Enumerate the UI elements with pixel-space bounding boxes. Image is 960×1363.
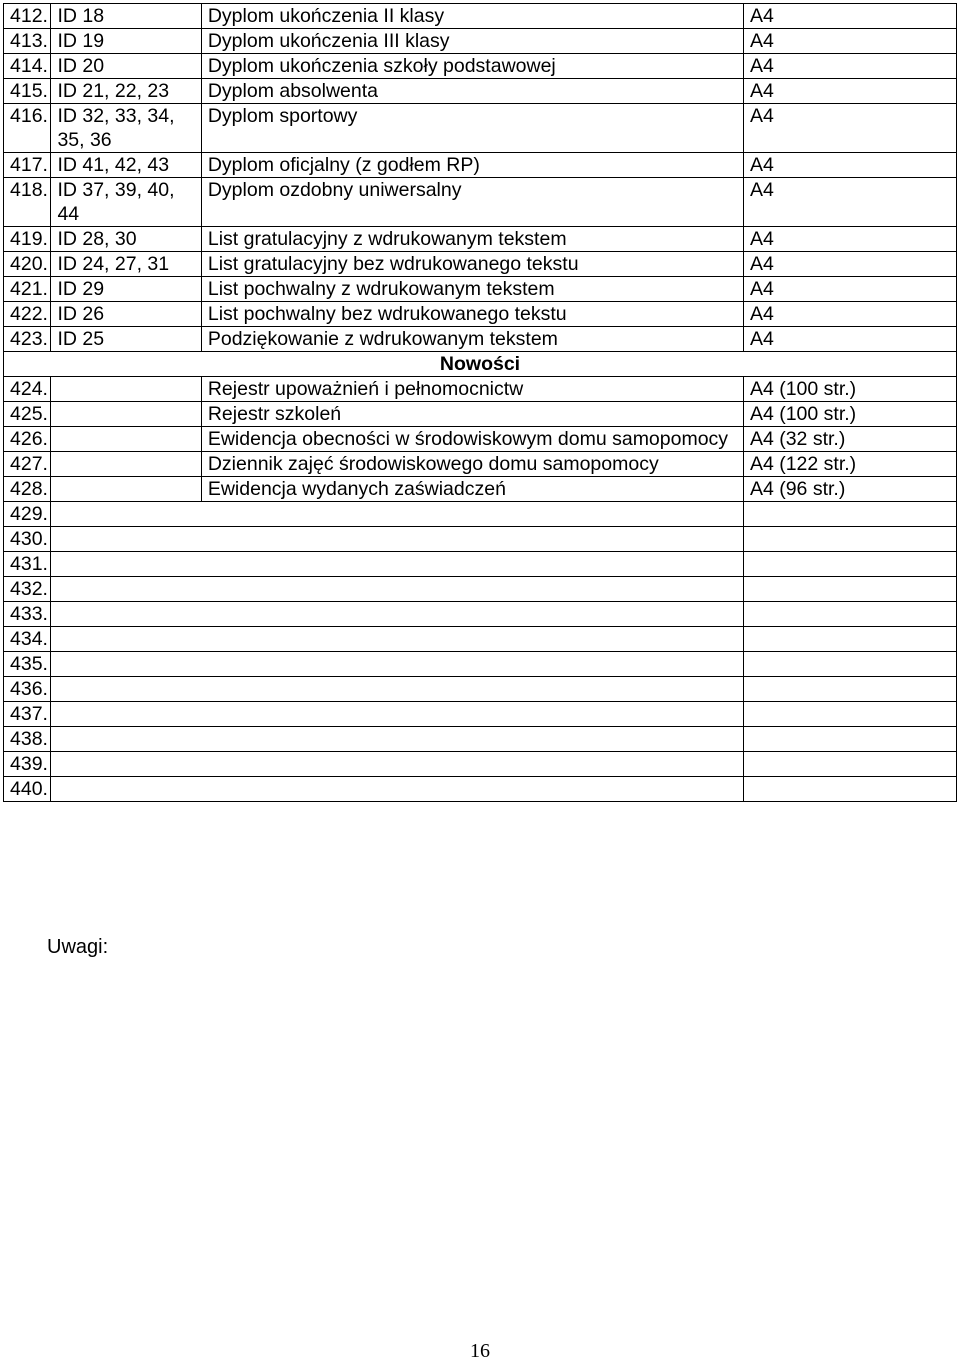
product-format: A4 (122 str.) [743, 452, 956, 477]
empty-row [4, 577, 957, 602]
product-id: ID 29 [51, 277, 201, 302]
product-name: Dyplom ukończenia szkoły podstawowej [201, 54, 743, 79]
product-id [51, 402, 201, 427]
section-title: Nowości [4, 352, 957, 377]
table-row [4, 277, 957, 302]
empty-cell [51, 702, 744, 727]
empty-row [4, 602, 957, 627]
row-number: 432. [4, 577, 51, 602]
empty-cell [743, 527, 956, 552]
product-id [51, 452, 201, 477]
row-number: 416. [4, 104, 51, 153]
row-number: 422. [4, 302, 51, 327]
empty-row [4, 777, 957, 802]
product-name: Dyplom ukończenia II klasy [201, 4, 743, 29]
empty-cell [51, 777, 744, 802]
empty-row [4, 552, 957, 577]
row-number: 431. [4, 552, 51, 577]
empty-cell [51, 577, 744, 602]
product-format: A4 [743, 302, 956, 327]
product-id: ID 32, 33, 34, 35, 36 [51, 104, 201, 153]
table-row [4, 452, 957, 477]
page-number: 16 [470, 1340, 490, 1362]
row-number: 426. [4, 427, 51, 452]
empty-cell [51, 552, 744, 577]
product-id: ID 25 [51, 327, 201, 352]
product-format: A4 [743, 153, 956, 178]
row-number: 438. [4, 727, 51, 752]
table-row [4, 4, 957, 29]
product-id: ID 20 [51, 54, 201, 79]
row-number: 417. [4, 153, 51, 178]
row-number: 413. [4, 29, 51, 54]
product-name: Dyplom ukończenia III klasy [201, 29, 743, 54]
row-number: 434. [4, 627, 51, 652]
table-row [4, 402, 957, 427]
empty-row [4, 752, 957, 777]
product-id [51, 427, 201, 452]
row-number: 418. [4, 178, 51, 227]
empty-cell [51, 677, 744, 702]
empty-row [4, 677, 957, 702]
product-name: Dyplom sportowy [201, 104, 743, 153]
product-format: A4 [743, 4, 956, 29]
row-number: 433. [4, 602, 51, 627]
product-name: List pochwalny bez wdrukowanego tekstu [201, 302, 743, 327]
remarks-label: Uwagi: [47, 936, 109, 958]
empty-cell [51, 602, 744, 627]
empty-cell [51, 502, 744, 527]
product-format: A4 (100 str.) [743, 402, 956, 427]
product-id [51, 477, 201, 502]
product-name: Podziękowanie z wdrukowanym tekstem [201, 327, 743, 352]
empty-cell [743, 777, 956, 802]
empty-cell [743, 502, 956, 527]
empty-row [4, 502, 957, 527]
table-body [4, 4, 957, 802]
empty-cell [51, 727, 744, 752]
table-row [4, 29, 957, 54]
table-row [4, 54, 957, 79]
table-row [4, 227, 957, 252]
empty-cell [743, 552, 956, 577]
empty-cell [743, 577, 956, 602]
row-number: 424. [4, 377, 51, 402]
product-name: Dyplom oficjalny (z godłem RP) [201, 153, 743, 178]
product-id: ID 19 [51, 29, 201, 54]
product-id: ID 21, 22, 23 [51, 79, 201, 104]
product-format: A4 (100 str.) [743, 377, 956, 402]
product-name: Rejestr szkoleń [201, 402, 743, 427]
row-number: 437. [4, 702, 51, 727]
row-number: 427. [4, 452, 51, 477]
row-number: 428. [4, 477, 51, 502]
empty-row [4, 727, 957, 752]
table-row [4, 377, 957, 402]
table-row [4, 178, 957, 227]
empty-row [4, 627, 957, 652]
product-name: Ewidencja obecności w środowiskowym domu samopomocy [201, 427, 743, 452]
row-number: 436. [4, 677, 51, 702]
product-name: Ewidencja wydanych zaświadczeń [201, 477, 743, 502]
empty-cell [743, 702, 956, 727]
product-id: ID 28, 30 [51, 227, 201, 252]
row-number: 414. [4, 54, 51, 79]
empty-cell [743, 627, 956, 652]
table-row [4, 252, 957, 277]
row-number: 415. [4, 79, 51, 104]
product-format: A4 [743, 178, 956, 227]
table-row [4, 477, 957, 502]
product-format: A4 [743, 104, 956, 153]
empty-row [4, 702, 957, 727]
row-number: 429. [4, 502, 51, 527]
table-row [4, 79, 957, 104]
price-list-table [3, 3, 957, 802]
table-row [4, 153, 957, 178]
product-id: ID 24, 27, 31 [51, 252, 201, 277]
row-number: 421. [4, 277, 51, 302]
product-format: A4 (96 str.) [743, 477, 956, 502]
section-header-row [4, 352, 957, 377]
product-id [51, 377, 201, 402]
row-number: 419. [4, 227, 51, 252]
product-name: Rejestr upoważnień i pełnomocnictw [201, 377, 743, 402]
product-name: Dyplom absolwenta [201, 79, 743, 104]
product-id: ID 41, 42, 43 [51, 153, 201, 178]
empty-cell [743, 652, 956, 677]
product-name: List gratulacyjny bez wdrukowanego tekstu [201, 252, 743, 277]
empty-cell [743, 602, 956, 627]
row-number: 425. [4, 402, 51, 427]
product-id: ID 37, 39, 40, 44 [51, 178, 201, 227]
product-format: A4 [743, 277, 956, 302]
product-name: Dyplom ozdobny uniwersalny [201, 178, 743, 227]
product-name: Dziennik zajęć środowiskowego domu samopomocy [201, 452, 743, 477]
empty-cell [743, 727, 956, 752]
table-row [4, 302, 957, 327]
row-number: 430. [4, 527, 51, 552]
empty-cell [51, 627, 744, 652]
product-format: A4 [743, 79, 956, 104]
row-number: 423. [4, 327, 51, 352]
row-number: 439. [4, 752, 51, 777]
empty-cell [51, 652, 744, 677]
row-number: 420. [4, 252, 51, 277]
product-id: ID 26 [51, 302, 201, 327]
table-row [4, 427, 957, 452]
product-format: A4 [743, 327, 956, 352]
product-name: List pochwalny z wdrukowanym tekstem [201, 277, 743, 302]
product-format: A4 (32 str.) [743, 427, 956, 452]
table-row [4, 104, 957, 153]
product-format: A4 [743, 227, 956, 252]
product-id: ID 18 [51, 4, 201, 29]
row-number: 440. [4, 777, 51, 802]
empty-row [4, 652, 957, 677]
product-format: A4 [743, 54, 956, 79]
product-format: A4 [743, 29, 956, 54]
empty-cell [51, 527, 744, 552]
product-format: A4 [743, 252, 956, 277]
empty-cell [743, 677, 956, 702]
empty-row [4, 527, 957, 552]
row-number: 412. [4, 4, 51, 29]
empty-cell [51, 752, 744, 777]
table-row [4, 327, 957, 352]
product-name: List gratulacyjny z wdrukowanym tekstem [201, 227, 743, 252]
empty-cell [743, 752, 956, 777]
row-number: 435. [4, 652, 51, 677]
